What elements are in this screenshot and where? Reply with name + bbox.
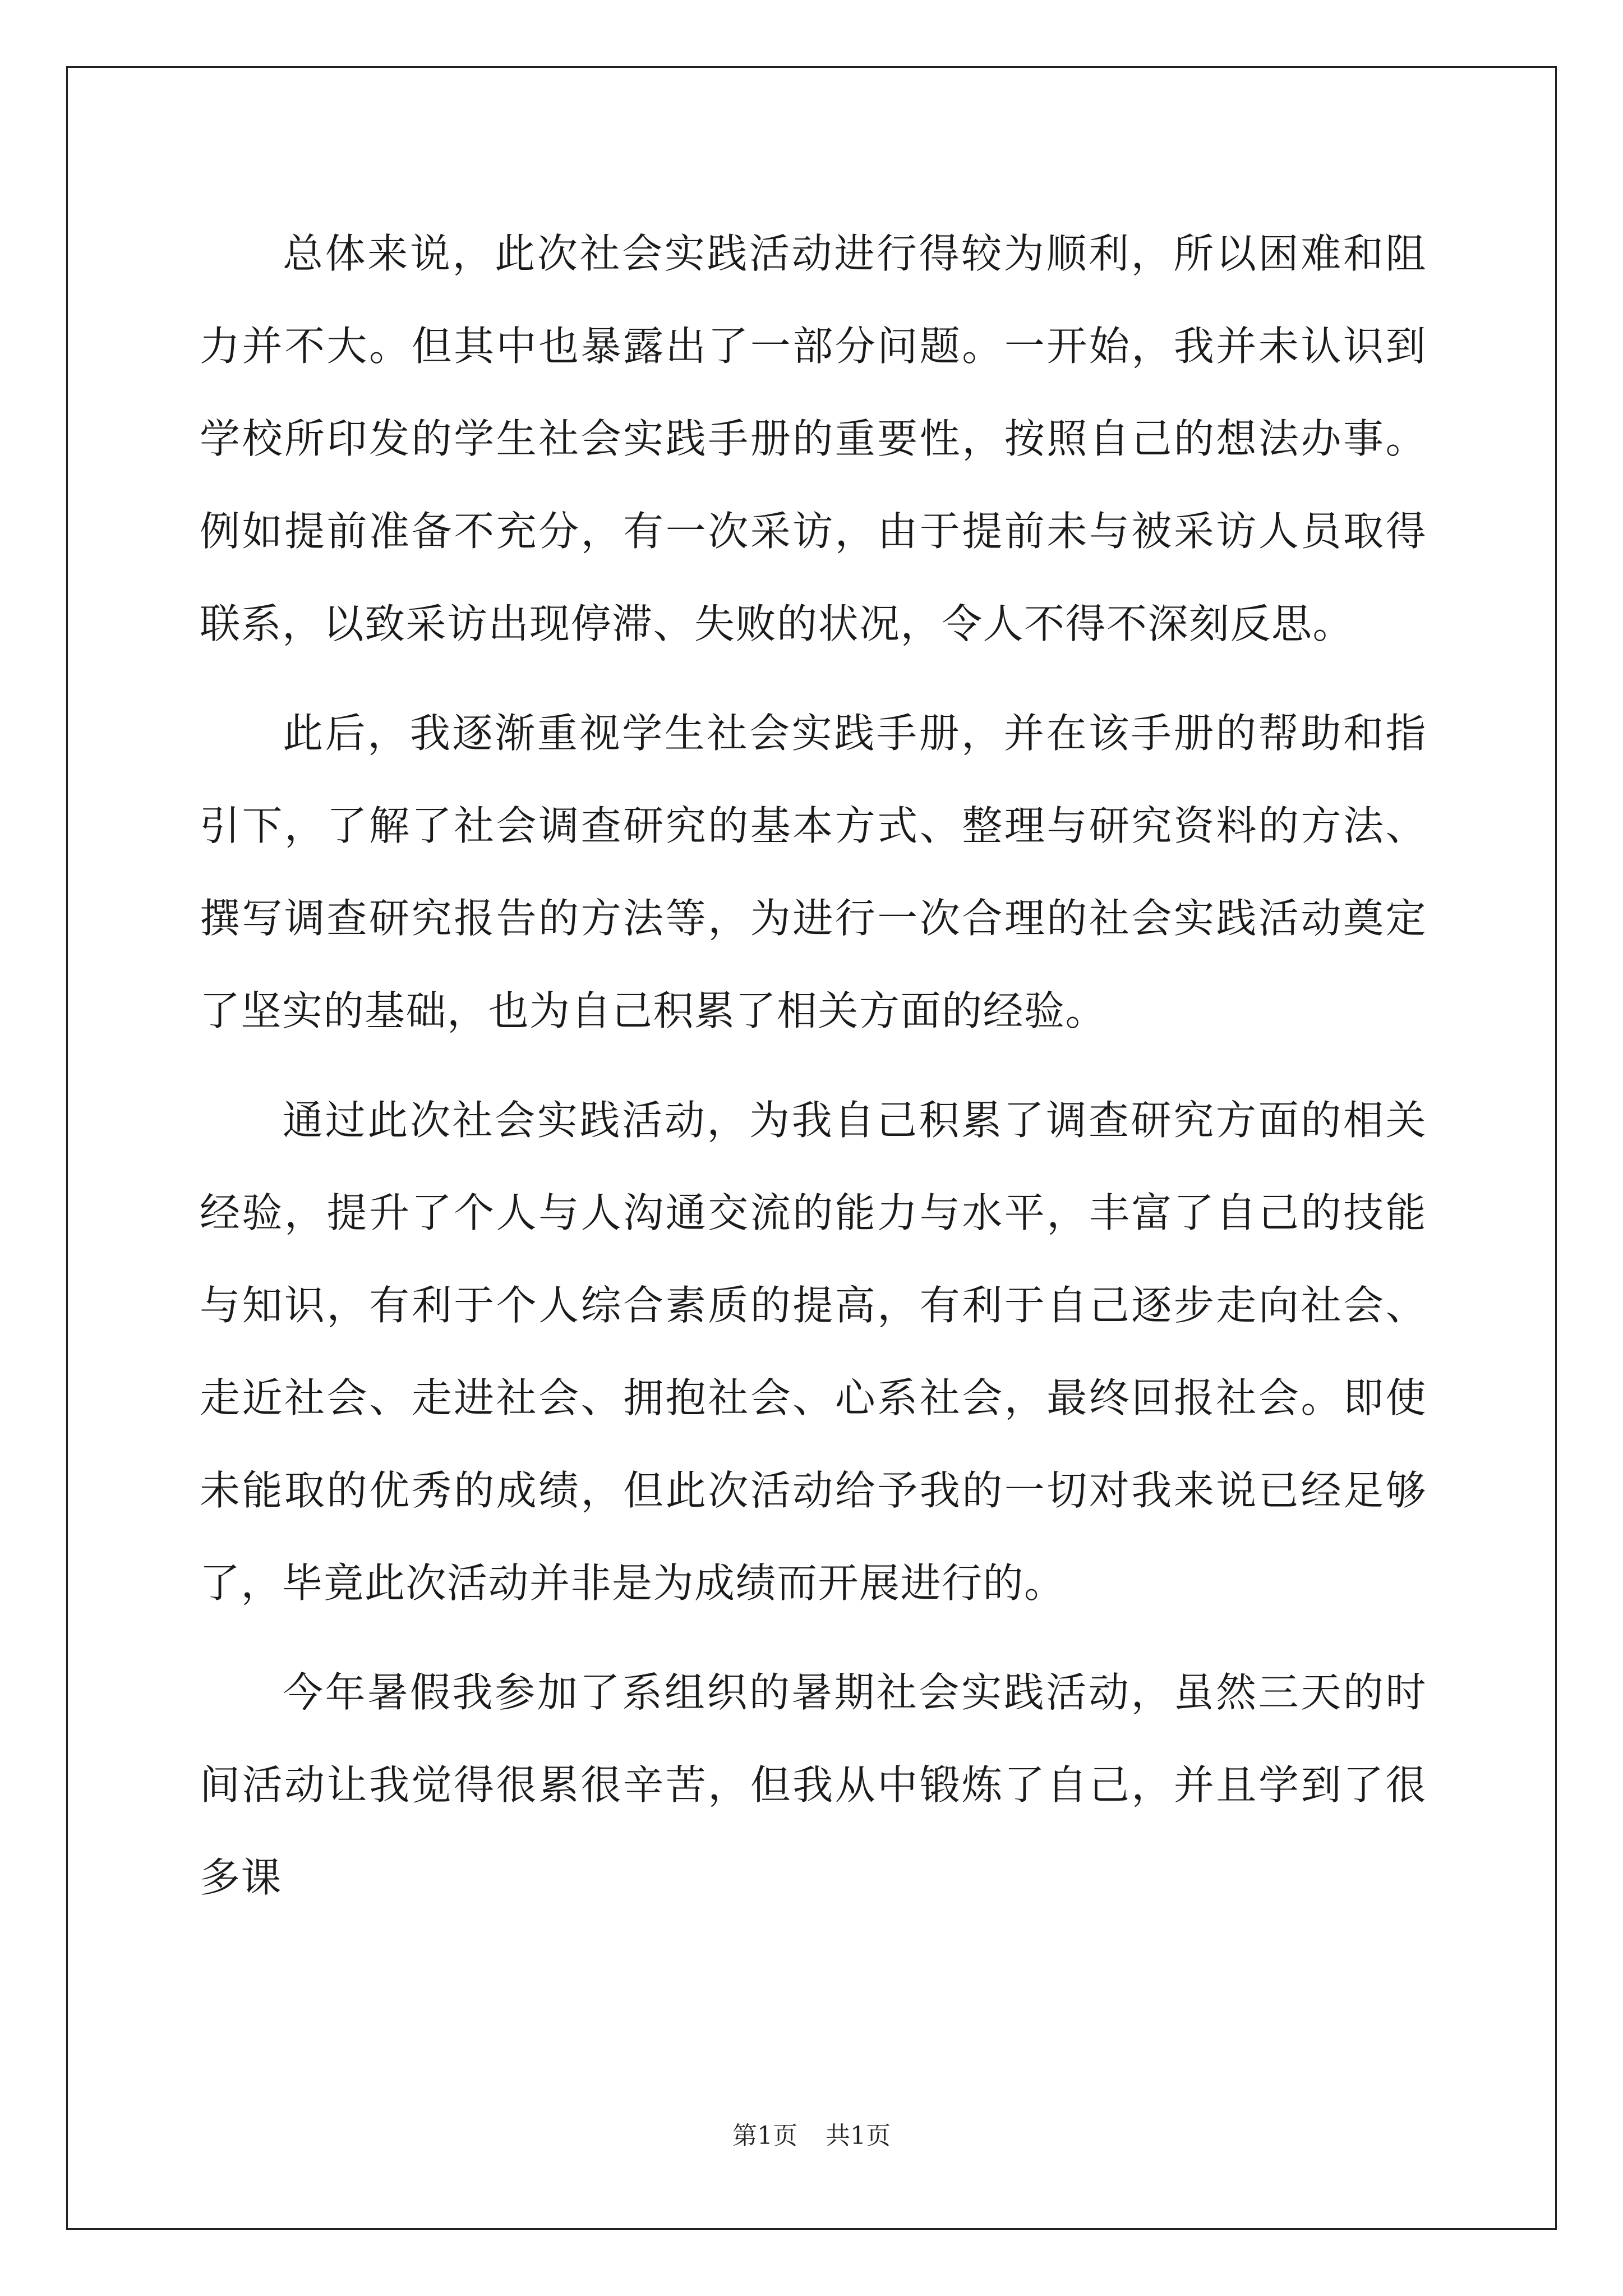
page-footer bbox=[0, 2119, 1623, 2153]
paragraph-3: 通过此次社会实践活动，为我自己积累了调查研究方面的相关经验，提升了个人与人沟通交流的能力与水平，丰富了自己的技能与知识，有利于个人综合素质的提高，有利于自己逐步走向社会、走近社会、走进社会、拥抱社会、心系社会，最终回报社会。即使未能取的优秀的成绩，但此次活动给予我的一切对我来说已经足够了，毕竟此次活动并非是为成绩而开展进行的。 bbox=[200, 1097, 1427, 1607]
page-number: 第1页 bbox=[732, 2122, 797, 2150]
paragraph-4: 今年暑假我参加了系组织的暑期社会实践活动，虽然三天的时间活动让我觉得很累很辛苦，但我从中锻炼了自己，并且学到了很多课 bbox=[200, 1669, 1427, 1901]
paragraph-2: 此后，我逐渐重视学生社会实践手册，并在该手册的帮助和指引下，了解了社会调查研究的基本方式、整理与研究资料的方法、撰写调查研究报告的方法等，为进行一次合理的社会实践活动奠定了坚实的基础，也为自己积累了相关方面的经验。 bbox=[200, 710, 1427, 1034]
paragraph-1: 总体来说，此次社会实践活动进行得较为顺利，所以困难和阻力并不大。但其中也暴露出了一部分问题。一开始，我并未认识到学校所印发的学生社会实践手册的重要性，按照自己的想法办事。例如提前准备不充分，有一次采访，由于提前未与被采访人员取得联系，以致采访出现停滞、失败的状况，令人不得不深刻反思。 bbox=[200, 230, 1427, 647]
document-body bbox=[200, 208, 1427, 1924]
page-total: 共1页 bbox=[826, 2122, 891, 2150]
